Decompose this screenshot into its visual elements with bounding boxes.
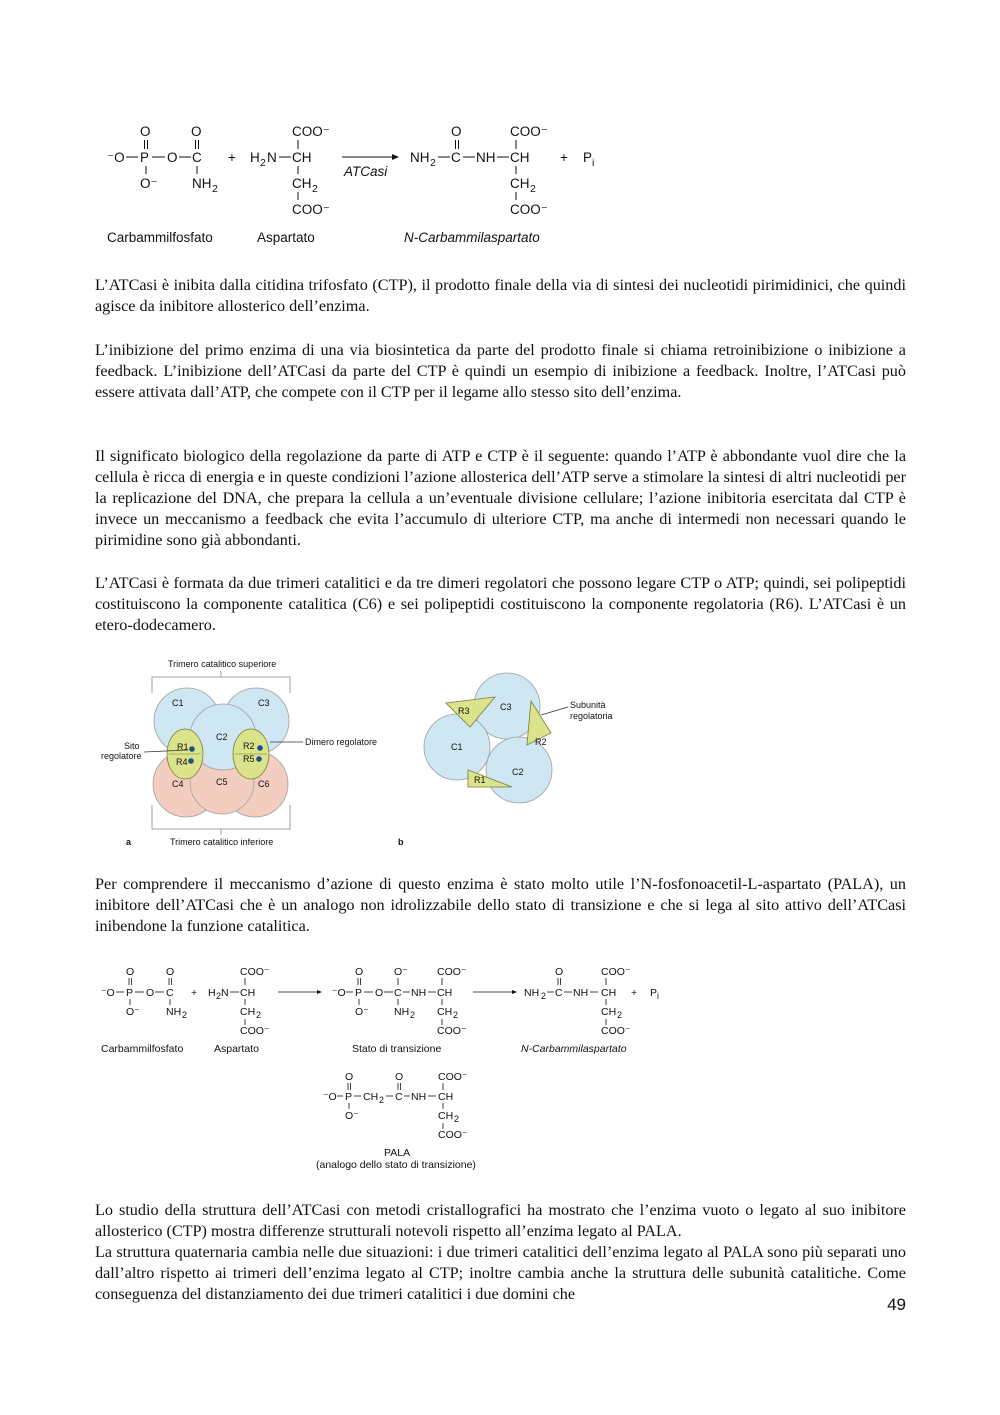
svg-text:2: 2: [617, 1010, 623, 1020]
svg-text:2: 2: [256, 1010, 262, 1020]
svg-text:O: O: [166, 966, 175, 978]
svg-text:2: 2: [216, 991, 222, 1001]
svg-text:NH: NH: [476, 150, 496, 165]
svg-text:COO⁻: COO⁻: [510, 124, 548, 139]
svg-text:H: H: [208, 987, 216, 999]
label-aspartato: Aspartato: [257, 230, 315, 245]
svg-text:C: C: [394, 987, 402, 999]
enzyme-label: ATCasi: [344, 164, 388, 179]
svg-text:2: 2: [454, 1114, 460, 1124]
svg-text:2: 2: [453, 1010, 459, 1020]
svg-text:2: 2: [541, 991, 547, 1001]
svg-text:NH: NH: [411, 987, 427, 999]
svg-text:NH: NH: [410, 150, 430, 165]
svg-text:CH: CH: [510, 150, 530, 165]
svg-text:NH: NH: [573, 987, 589, 999]
svg-text:CH: CH: [437, 1006, 453, 1018]
svg-text:COO⁻: COO⁻: [292, 202, 330, 217]
r2-label-carbammilfosfato: Carbammilfosfato: [101, 1043, 184, 1055]
paragraph-4: L’ATCasi è formata da due trimeri catalitici e da tre dimeri regolatori che possono legare CTP o ATP; quindi, sei polipeptidi costituiscono la componente catalitica (C6) e sei polipeptidi costituiscono la componente regolatoria (R6). L’ATCasi è un etero-dodecamero.: [95, 574, 906, 634]
svg-text:O: O: [451, 124, 462, 139]
svg-text:C: C: [451, 150, 461, 165]
paragraph-1: L’ATCasi è inibita dalla citidina trifosfato (CTP), il prodotto finale della via di sintesi dei nucleotidi pirimidinici, che quindi agisce da inibitore allosterico dell’enzima.: [95, 276, 906, 315]
subunit-r4: R4: [176, 757, 188, 767]
svg-text:O⁻: O⁻: [355, 1006, 369, 1018]
subunit-c5: C5: [216, 777, 228, 787]
subunit-c6: C6: [258, 779, 270, 789]
label-n-carbammilaspartato: N-Carbammilaspartato: [404, 230, 540, 245]
svg-text:COO⁻: COO⁻: [438, 1129, 468, 1141]
panel-letter-a: a: [126, 837, 132, 847]
r2-transition-state: [332, 966, 466, 1037]
r2-label-n-carbammilaspartato: N-Carbammilaspartato: [521, 1043, 627, 1055]
paragraph-3: Il significato biologico della regolazione da parte di ATP e CTP è il seguente: quando l’ATP è abbondante vuol dire che la cellula è ricca di energia e in queste condizioni l’azione allosterica dell’ATP serve a stimolare la sintesi di altri nucleotidi per la replicazione del DNA, che prepara la cellula a un’eventuale divisione cellulare; l’azione inibitoria esercitata dal CTP è invece un meccanismo a feedback che evita l’accumulo di ulteriore CTP, ma anche di intermedi non necessari quando le pirimidine sono già abbondanti.: [95, 447, 906, 549]
label-subunita: Subunità: [570, 700, 606, 710]
label-pala-sub: (analogo dello stato di transizione): [316, 1159, 476, 1171]
svg-text:⁻O: ⁻O: [323, 1091, 337, 1103]
svg-text:2: 2: [530, 183, 536, 195]
svg-text:CH: CH: [292, 176, 312, 191]
svg-text:NH: NH: [411, 1091, 427, 1103]
r2-carbammilfosfato: [101, 966, 187, 1020]
label-sito: Sito: [124, 741, 140, 751]
n-carbammilaspartato-structure: [410, 124, 548, 217]
svg-text:⁻O: ⁻O: [107, 150, 125, 165]
r2-label-stato-transizione: Stato di transizione: [352, 1043, 442, 1055]
svg-text:O: O: [345, 1071, 354, 1083]
svg-text:COO⁻: COO⁻: [437, 1025, 467, 1037]
svg-text:C: C: [192, 150, 202, 165]
subunit-c2: C2: [216, 732, 228, 742]
svg-text:+: +: [631, 987, 638, 999]
svg-text:2: 2: [379, 1095, 385, 1105]
svg-text:+: +: [560, 150, 568, 165]
svg-text:COO⁻: COO⁻: [292, 124, 330, 139]
svg-text:O⁻: O⁻: [394, 966, 408, 978]
svg-text:⁻O: ⁻O: [101, 987, 115, 999]
svg-text:O: O: [191, 124, 202, 139]
svg-text:CH: CH: [510, 176, 530, 191]
svg-text:H: H: [250, 150, 260, 165]
svg-text:CH: CH: [363, 1091, 379, 1103]
r2-n-carbammilaspartato: [524, 966, 630, 1037]
svg-text:2: 2: [312, 183, 318, 195]
svg-text:CH: CH: [601, 1006, 617, 1018]
svg-text:O: O: [395, 1071, 404, 1083]
subunit-b-r1: R1: [474, 775, 486, 785]
svg-text:+: +: [228, 150, 236, 165]
svg-text:COO⁻: COO⁻: [437, 966, 467, 978]
paragraph-6: Lo studio della struttura dell’ATCasi con metodi cristallografici ha mostrato che l’enzima vuoto o legato al suo inibitore allosterico (CTP) mostra differenze strutturali notevoli rispetto all’enzima legato al PALA.: [95, 1201, 906, 1240]
svg-text:2: 2: [212, 183, 218, 195]
svg-text:N: N: [267, 150, 277, 165]
svg-text:2: 2: [430, 157, 436, 169]
svg-text:COO⁻: COO⁻: [601, 966, 631, 978]
subunit-c3: C3: [258, 698, 270, 708]
svg-text:P: P: [355, 987, 363, 999]
svg-text:⁻O: ⁻O: [332, 987, 346, 999]
svg-text:O⁻: O⁻: [126, 1006, 140, 1018]
carbammilfosfato-structure: [107, 124, 218, 195]
svg-text:COO⁻: COO⁻: [240, 1025, 270, 1037]
svg-text:NH: NH: [166, 1006, 182, 1018]
r2-aspartato: [208, 966, 269, 1037]
paragraph-2: L’inibizione del primo enzima di una via biosintetica da parte del prodotto finale si chiama retroinibizione o inibizione a feedback. L’inibizione dell’ATCasi da parte del CTP è quindi un esempio di inibizione a feedback. Inoltre, l’ATCasi può essere attivata dall’ATP, che compete con il CTP per il legame allo stesso sito dell’enzima.: [95, 341, 906, 401]
svg-text:i: i: [657, 991, 659, 1001]
svg-text:CH: CH: [438, 1110, 454, 1122]
svg-text:CH: CH: [240, 987, 256, 999]
subunit-r1: R1: [177, 742, 189, 752]
svg-text:O: O: [167, 150, 178, 165]
svg-text:O⁻: O⁻: [345, 1110, 359, 1122]
subunit-b-c1: C1: [451, 742, 463, 752]
svg-text:O: O: [140, 124, 151, 139]
subunit-c4: C4: [172, 779, 184, 789]
svg-text:NH: NH: [394, 1006, 410, 1018]
svg-text:2: 2: [182, 1010, 188, 1020]
label-pala: PALA: [384, 1147, 411, 1159]
svg-text:C: C: [555, 987, 563, 999]
page-number: 49: [887, 1295, 906, 1314]
paragraph-7: La struttura quaternaria cambia nelle due situazioni: i due trimeri catalitici dell’enzima legato al PALA sono più separati uno dall’altro rispetto ai trimeri dell’enzima legato al CTP; inoltre cambia anche la struttura delle subunità catalitiche. Come conseguenza del distanziamento dei due trimeri catalitici i due domini che: [95, 1243, 906, 1303]
svg-text:CH: CH: [601, 987, 617, 999]
svg-text:P: P: [140, 150, 150, 165]
svg-text:C: C: [395, 1091, 403, 1103]
subunit-c1: C1: [172, 698, 184, 708]
svg-text:O: O: [555, 966, 564, 978]
panel-b: [398, 673, 613, 847]
subunit-b-c3: C3: [500, 702, 512, 712]
svg-text:CH: CH: [437, 987, 453, 999]
svg-text:P: P: [650, 987, 658, 999]
reaction-scheme-atcasi: [0, 118, 640, 253]
label-carbammilfosfato: Carbammilfosfato: [107, 230, 213, 245]
svg-text:P: P: [345, 1091, 353, 1103]
subunit-b-c2: C2: [512, 767, 524, 777]
svg-text:+: +: [191, 987, 198, 999]
panel-letter-b: b: [398, 837, 404, 847]
svg-text:O⁻: O⁻: [140, 176, 158, 191]
svg-text:COO⁻: COO⁻: [438, 1071, 468, 1083]
svg-text:NH: NH: [524, 987, 540, 999]
svg-text:C: C: [166, 987, 174, 999]
subunit-b-r2: R2: [535, 737, 547, 747]
atcasi-structure-figure: [0, 655, 640, 855]
svg-text:P: P: [126, 987, 134, 999]
svg-text:COO⁻: COO⁻: [240, 966, 270, 978]
svg-text:i: i: [592, 157, 595, 169]
subunit-r2: R2: [243, 741, 255, 751]
svg-text:CH: CH: [292, 150, 312, 165]
label-lower-trimer: Trimero catalitico inferiore: [170, 837, 274, 847]
panel-a: [101, 659, 377, 847]
svg-text:2: 2: [260, 157, 266, 169]
svg-text:2: 2: [410, 1010, 416, 1020]
aspartato-structure: [250, 124, 330, 217]
reaction-scheme-pala: [0, 962, 700, 1177]
label-dimero-regolatore: Dimero regolatore: [305, 737, 378, 747]
pala-structure: [323, 1071, 467, 1141]
svg-text:CH: CH: [240, 1006, 256, 1018]
svg-text:P: P: [583, 150, 593, 165]
svg-text:O: O: [355, 966, 364, 978]
svg-text:COO⁻: COO⁻: [601, 1025, 631, 1037]
svg-text:CH: CH: [438, 1091, 454, 1103]
svg-text:N: N: [221, 987, 229, 999]
svg-text:O: O: [375, 987, 384, 999]
svg-text:NH: NH: [192, 176, 212, 191]
label-regolatore: regolatore: [101, 751, 142, 761]
subunit-r5: R5: [243, 754, 255, 764]
paragraph-5: Per comprendere il meccanismo d’azione di questo enzima è stato molto utile l’N-fosfonoacetil-L-aspartato (PALA), un inibitore dell’ATCasi che è un analogo non idrolizzabile dello stato di transizione e che si lega al sito attivo dell’ATCasi inibendone la funzione catalitica.: [95, 875, 906, 935]
svg-text:O: O: [146, 987, 155, 999]
label-regolatoria: regolatoria: [570, 711, 613, 721]
subunit-b-r3: R3: [458, 706, 470, 716]
r2-label-aspartato: Aspartato: [214, 1043, 259, 1055]
svg-text:COO⁻: COO⁻: [510, 202, 548, 217]
reaction-arrow: [342, 154, 399, 179]
label-upper-trimer: Trimero catalitico superiore: [168, 659, 277, 669]
svg-text:O: O: [126, 966, 135, 978]
